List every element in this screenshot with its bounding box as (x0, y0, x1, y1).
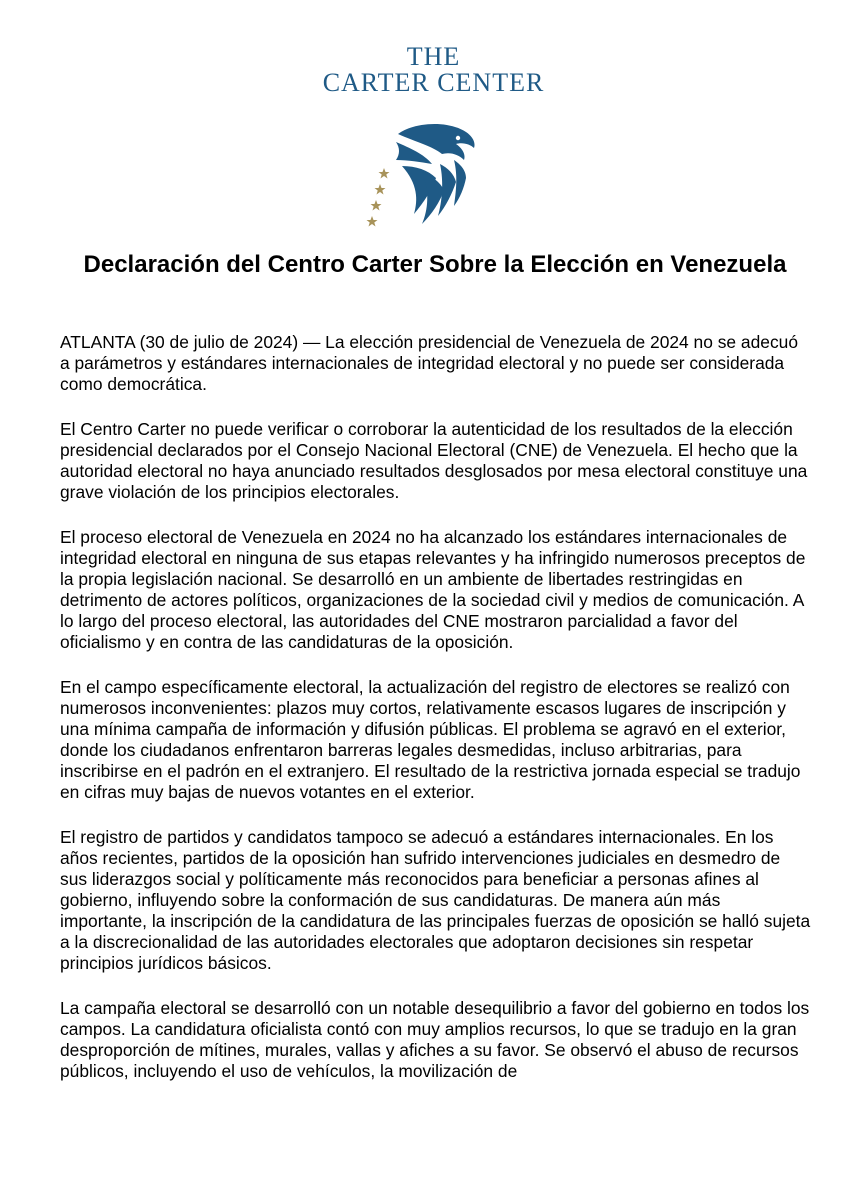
document-title: Declaración del Centro Carter Sobre la Elección en Venezuela (83, 251, 787, 278)
paragraph-3: El proceso electoral de Venezuela en 2024 no ha alcanzado los estándares internacionales de integridad electoral en ninguna de sus etapas relevantes y ha infringido numerosos preceptos de la propia legislación nacional. Se desarrolló en un ambiente de libertades restringidas en detrimento de actores políticos, organizaciones de la sociedad civil y medios de comunicación. A lo largo del proceso electoral, las autoridades del CNE mostraron parcialidad a favor del oficialismo y en contra de las candidaturas de la oposición. (60, 527, 806, 652)
stars-icon (367, 168, 390, 227)
paragraph-4: En el campo específicamente electoral, la actualización del registro de electores se realizó con numerosos inconvenientes: plazos muy cortos, relativamente escasos lugares de inscripción y una mínima campaña de información y difusión públicas. El problema se agravó en el exterior, donde los ciudadanos enfrentaron barreras legales desmedidas, incluso arbitrarias, para inscribirse en el padrón en el extranjero. El resultado de la restrictiva jornada especial se tradujo en cifras muy bajas de nuevos votantes en el exterior. (60, 677, 801, 802)
eagle-emblem-icon (362, 120, 482, 230)
document-body (60, 332, 812, 1106)
logo-text-carter-center: CARTER CENTER (322, 68, 545, 97)
paragraph-6: La campaña electoral se desarrolló con un notable desequilibrio a favor del gobierno en todos los campos. La candidatura oficialista contó con muy amplios recursos, lo que se tradujo en la gran desproporción de mítines, murales, vallas y afiches a su favor. Se observó el abuso de recursos públicos, incluyendo el uso de vehículos, la movilización de (60, 998, 810, 1081)
paragraph-1: ATLANTA (30 de julio de 2024) — La elección presidencial de Venezuela de 2024 no se adecuó a parámetros y estándares internacionales de integridad electoral y no puede ser considerada como democrática. (60, 332, 798, 394)
paragraph-2: El Centro Carter no puede verificar o corroborar la autenticidad de los resultados de la elección presidencial declarados por el Consejo Nacional Electoral (CNE) de Venezuela. El hecho que la autoridad electoral no haya anunciado resultados desglosados por mesa electoral constituye una grave violación de los principios electorales. (60, 419, 808, 502)
paragraph-5: El registro de partidos y candidatos tampoco se adecuó a estándares internacionales. En los años recientes, partidos de la oposición han sufrido intervenciones judiciales en desmedro de sus liderazgos social y políticamente más reconocidos para beneficiar a personas afines al gobierno, influyendo sobre la conformación de sus candidaturas. De manera aún más importante, la inscripción de la candidatura de las principales fuerzas de oposición se halló sujeta a la discrecionalidad de las autoridades electorales que adoptaron decisiones sin respetar principios jurídicos básicos. (60, 827, 811, 973)
logo-text-the: THE (406, 42, 461, 71)
